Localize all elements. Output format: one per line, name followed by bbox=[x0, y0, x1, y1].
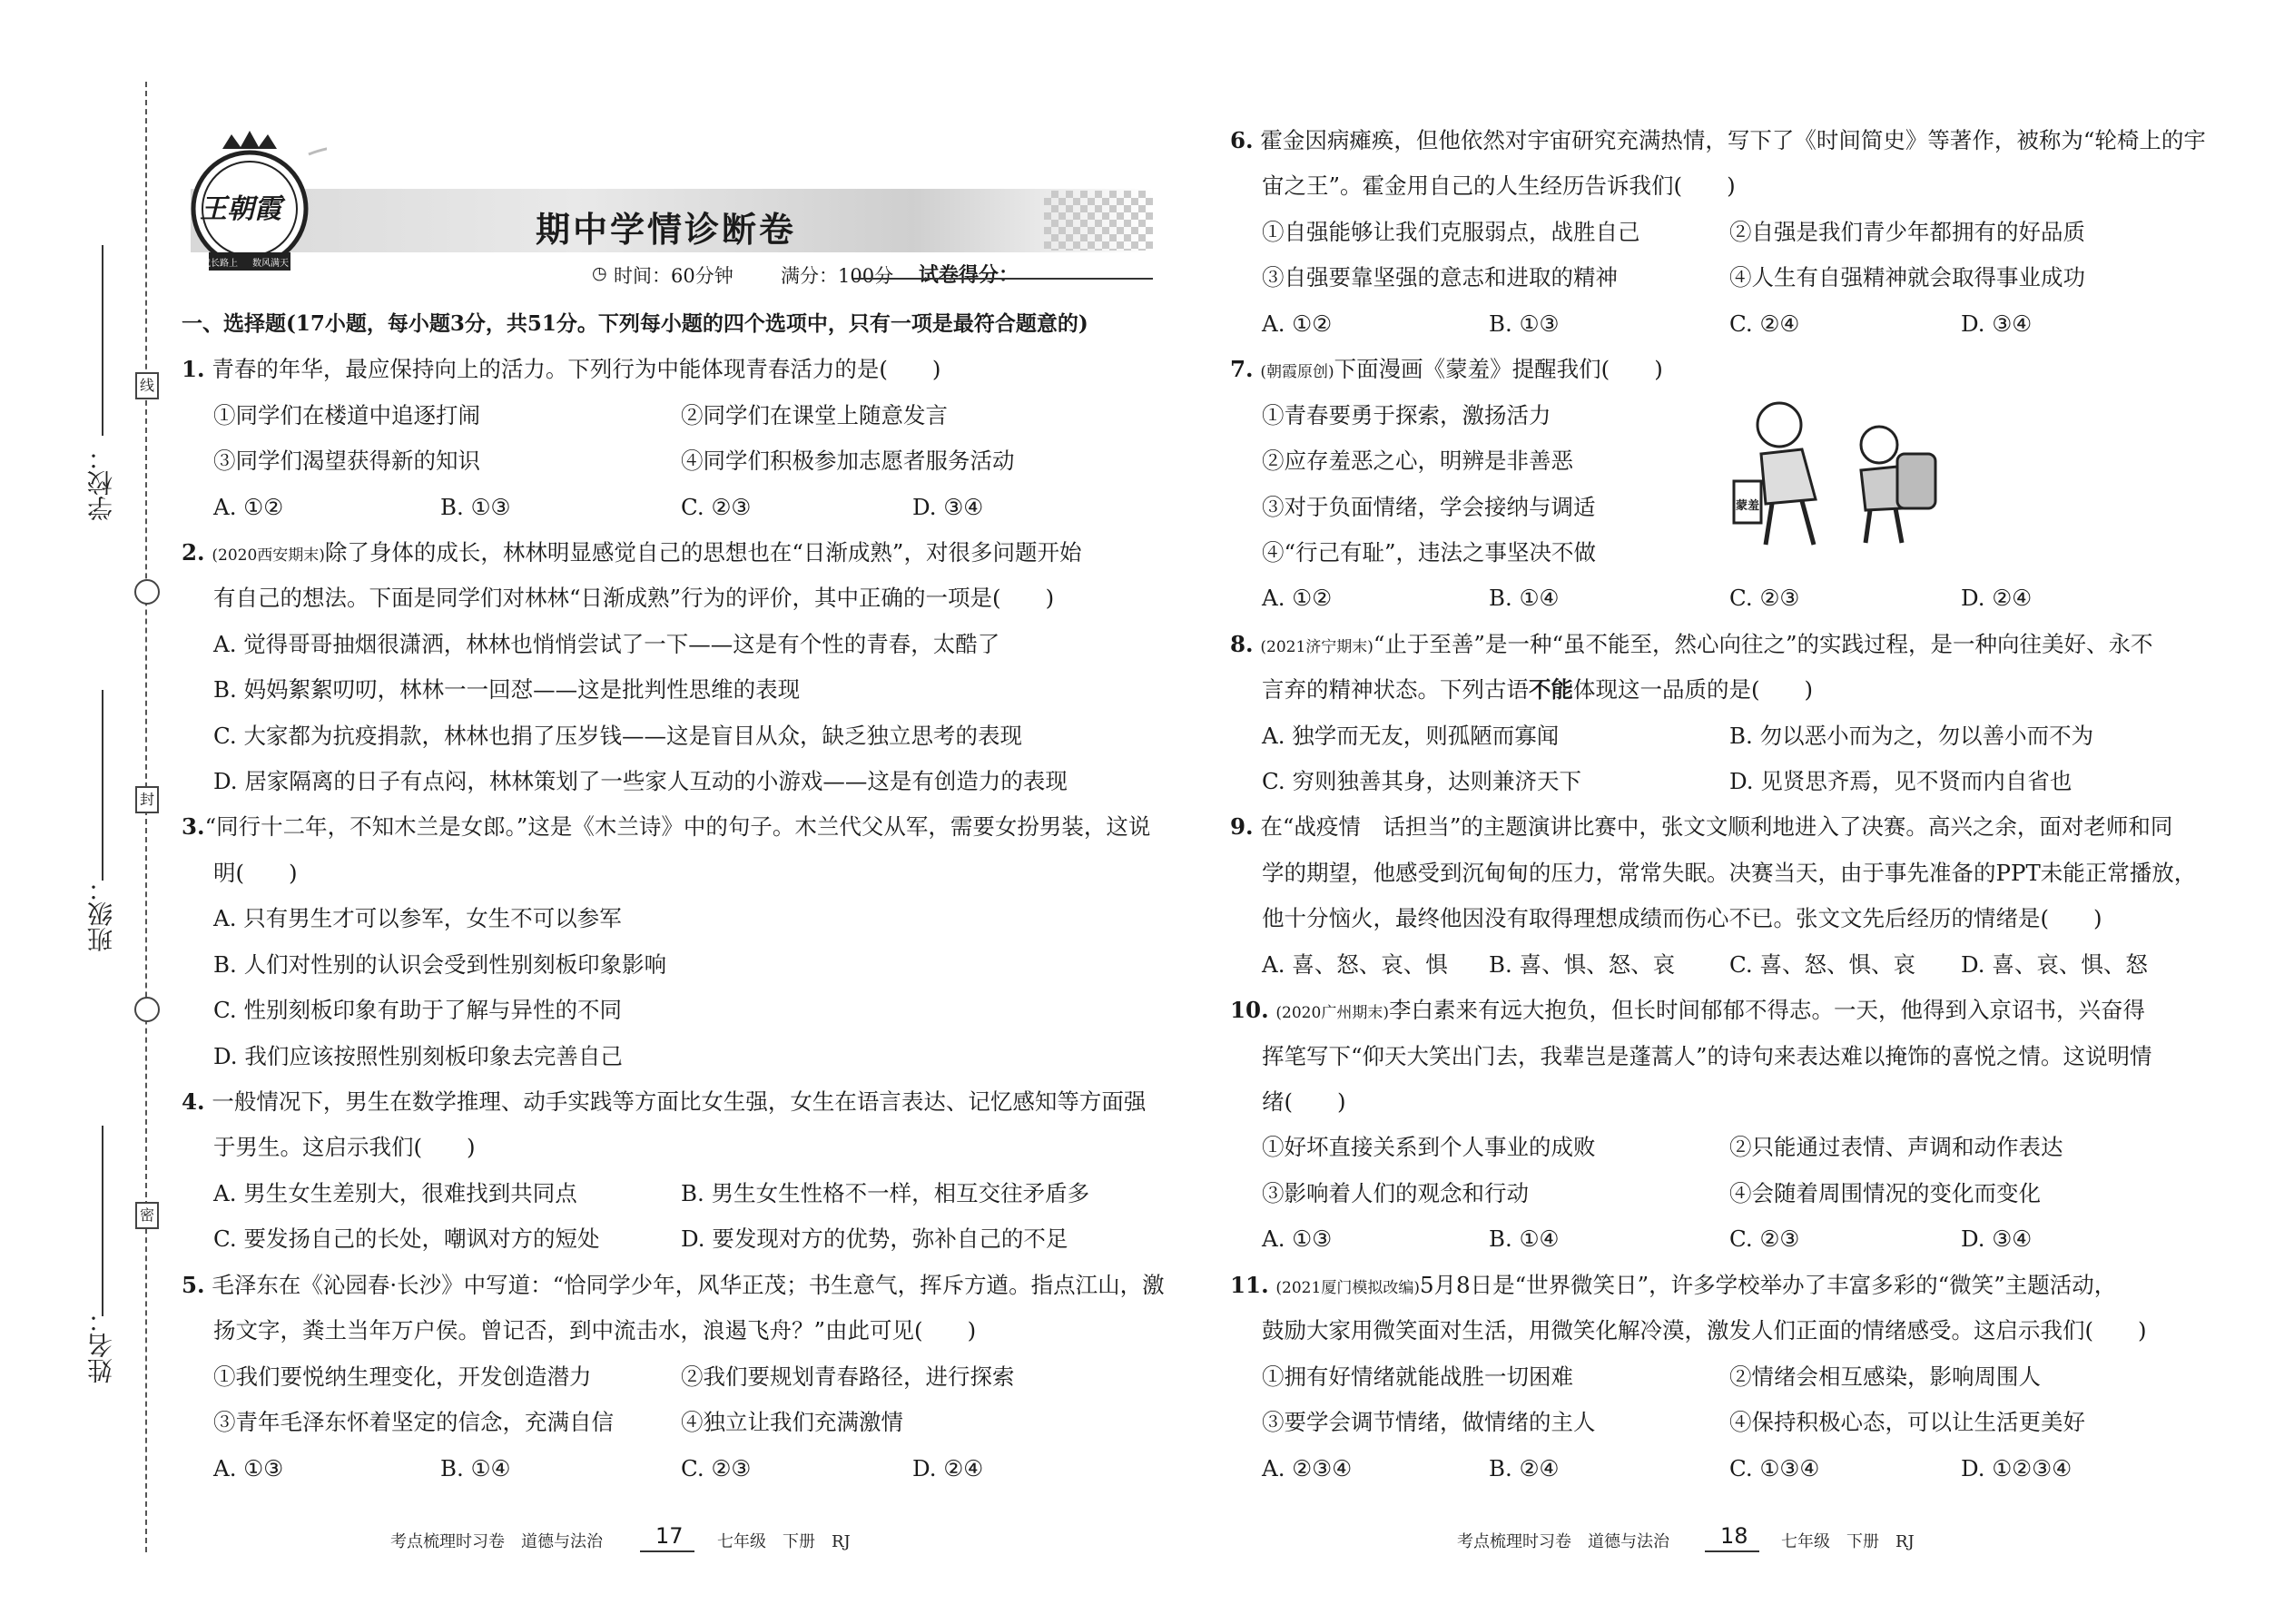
q6-option-c[interactable]: C. ②④ bbox=[1729, 310, 1800, 337]
q4-option-c[interactable]: C. 要发扬自己的长处，嘲讽对方的短处 bbox=[213, 1225, 600, 1252]
logo-banner-right: 数风满天 bbox=[252, 259, 289, 269]
title-band-pattern bbox=[1044, 191, 1153, 251]
logo-text: 王朝霞 bbox=[200, 193, 281, 225]
q2-option-c[interactable]: C. 大家都为抗疫捐款，林林也捐了压岁钱——这是盲目从众，缺乏独立思考的表现 bbox=[213, 723, 1022, 749]
footer-right-page-number: 18 bbox=[1720, 1523, 1748, 1549]
q11-statement-3: ③要学会调节情绪，做情绪的主人 bbox=[1262, 1409, 1596, 1435]
q5-option-b[interactable]: B. ①④ bbox=[440, 1455, 511, 1481]
question-9: 9. 在“战疫情 话担当”的主题演讲比赛中，张文文顺利地进入了决赛。高兴之余，面对老师和同 bbox=[1230, 813, 2173, 840]
question-6: 6. 霍金因病瘫痪，但他依然对宇宙研究充满热情，写下了《时间简史》等著作，被称为“轮椅上的宇 bbox=[1230, 127, 2206, 153]
q10-statement-2: ②只能通过表情、声调和动作表达 bbox=[1729, 1134, 2063, 1160]
q2-option-d[interactable]: D. 居家隔离的日子有点闷，林林策划了一些家人互动的小游戏——这是有创造力的表现 bbox=[213, 768, 1068, 794]
q10-statement-4: ④会随着周围情况的变化而变化 bbox=[1729, 1180, 2041, 1206]
q10-stem-line2: 挥笔写下“仰天大笑出门去，我辈岂是蓬蒿人”的诗句来表达难以掩饰的喜悦之情。这说明情 bbox=[1262, 1043, 2152, 1069]
q1-option-b[interactable]: B. ①③ bbox=[440, 494, 511, 520]
q9-option-b[interactable]: B. 喜、惧、怒、哀 bbox=[1489, 951, 1676, 978]
binding-hole-icon bbox=[134, 997, 160, 1022]
score-label: 试卷得分： bbox=[919, 263, 1019, 287]
binding-hole-icon bbox=[134, 579, 160, 605]
class-underline bbox=[102, 690, 103, 881]
q9-option-a[interactable]: A. 喜、怒、哀、惧 bbox=[1262, 951, 1448, 978]
binding-marker-feng: 封 bbox=[135, 786, 159, 813]
q7-statement-1: ①青春要勇于探索，激扬活力 bbox=[1262, 402, 1551, 428]
q4-option-d[interactable]: D. 要发现对方的优势，弥补自己的不足 bbox=[681, 1225, 1068, 1252]
question-7: 7. (朝霞原创)下面漫画《蒙羞》提醒我们( ) bbox=[1230, 356, 1663, 382]
q5-stem-line2: 扬文字，粪土当年万户侯。曾记否，到中流击水，浪遏飞舟？”由此可见( ) bbox=[213, 1317, 977, 1343]
question-4: 4. 一般情况下，男生在数学推理、动手实践等方面比女生强，女生在语言表达、记忆感知等方面强 bbox=[182, 1088, 1147, 1115]
q11-statement-1: ①拥有好情绪就能战胜一切困难 bbox=[1262, 1363, 1573, 1390]
q11-statement-2: ②情绪会相互感染，影响周围人 bbox=[1729, 1363, 2041, 1390]
q7-option-c[interactable]: C. ②③ bbox=[1729, 585, 1800, 611]
q6-statement-4: ④人生有自强精神就会取得事业成功 bbox=[1729, 264, 2085, 290]
q7-statement-3: ③对于负面情绪，学会接纳与调适 bbox=[1262, 494, 1596, 520]
q10-option-c[interactable]: C. ②③ bbox=[1729, 1225, 1800, 1252]
q3-option-a[interactable]: A. 只有男生才可以参军，女生不可以参军 bbox=[213, 905, 622, 931]
q8-emphasis: 不能 bbox=[1529, 676, 1573, 703]
q9-stem-line3: 他十分恼火，最终他因没有取得理想成绩而伤心不已。张文文先后经历的情绪是( ) bbox=[1262, 905, 2102, 931]
question-11: 11. (2021厦门模拟改编)5月8日是“世界微笑日”，许多学校举办了丰富多彩的“微笑”主题活动， bbox=[1230, 1272, 2117, 1298]
q7-option-a[interactable]: A. ①② bbox=[1262, 585, 1333, 611]
q3-option-b[interactable]: B. 人们对性别的认识会受到性别刻板印象影响 bbox=[213, 951, 667, 978]
q10-option-d[interactable]: D. ③④ bbox=[1961, 1225, 2033, 1252]
q8-option-c[interactable]: C. 穷则独善其身，达则兼济天下 bbox=[1262, 768, 1581, 794]
section-heading: 一、选择题(17小题，每小题3分，共51分。下列每小题的四个选项中，只有一项是最符合题意的) bbox=[182, 311, 1088, 336]
q1-option-a[interactable]: A. ①② bbox=[213, 494, 284, 520]
footer-right-series: 考点梳理时习卷 道德与法治 bbox=[1457, 1532, 1669, 1551]
q1-statement-4: ④同学们积极参加志愿者服务活动 bbox=[681, 448, 1015, 474]
q5-statement-4: ④独立让我们充满激情 bbox=[681, 1409, 903, 1435]
q6-option-a[interactable]: A. ①② bbox=[1262, 310, 1333, 337]
name-underline bbox=[102, 1126, 103, 1316]
q1-statement-1: ①同学们在楼道中追逐打闹 bbox=[213, 402, 480, 428]
page-title: 期中学情诊断卷 bbox=[536, 210, 797, 250]
q3-option-d[interactable]: D. 我们应该按照性别刻板印象去完善自己 bbox=[213, 1043, 623, 1069]
binding-marker-mi: 密 bbox=[135, 1202, 159, 1229]
q8-option-a[interactable]: A. 独学而无友，则孤陋而寡闻 bbox=[1262, 723, 1560, 749]
q2-option-b[interactable]: B. 妈妈絮絮叨叨，林林一一回怼——这是批判性思维的表现 bbox=[213, 676, 801, 703]
cartoon-image bbox=[1716, 390, 1961, 549]
school-label: 学校： bbox=[86, 445, 116, 521]
clock-icon: ◷ bbox=[592, 263, 607, 283]
footer-left-series: 考点梳理时习卷 道德与法治 bbox=[390, 1532, 603, 1551]
name-label: 姓名： bbox=[86, 1307, 116, 1383]
q2-option-a[interactable]: A. 觉得哥哥抽烟很潇洒，林林也悄悄尝试了一下——这是有个性的青春，太酷了 bbox=[213, 631, 1000, 657]
score-blank[interactable] bbox=[853, 278, 1153, 280]
cartoon-sign-text: 蒙羞 bbox=[1736, 499, 1760, 513]
q5-statement-3: ③青年毛泽东怀着坚定的信念，充满自信 bbox=[213, 1409, 614, 1435]
question-3: 3.“同行十二年，不知木兰是女郎。”这是《木兰诗》中的句子。木兰代父从军，需要女扮男装，这说 bbox=[182, 813, 1151, 840]
footer-left-page-number: 17 bbox=[655, 1523, 684, 1549]
q5-statement-1: ①我们要悦纳生理变化，开发创造潜力 bbox=[213, 1363, 592, 1390]
q9-stem-line2: 学的期望，他感受到沉甸甸的压力，常常失眠。决赛当天，由于事先准备的PPT未能正常播放， bbox=[1262, 860, 2197, 886]
q1-statement-3: ③同学们渴望获得新的知识 bbox=[213, 448, 480, 474]
question-2: 2. (2020西安期末)除了身体的成长，林林明显感觉自己的思想也在“日渐成熟”，对很多问题开始 bbox=[182, 539, 1082, 566]
q3-stem-line2: 明( ) bbox=[213, 860, 298, 886]
q10-option-a[interactable]: A. ①③ bbox=[1262, 1225, 1333, 1252]
q6-statement-3: ③自强要靠坚强的意志和进取的精神 bbox=[1262, 264, 1618, 290]
q9-option-c[interactable]: C. 喜、怒、惧、哀 bbox=[1729, 951, 1915, 978]
footer-right-grade: 七年级 下册 RJ bbox=[1781, 1532, 1915, 1551]
q8-stem-line2: 言弃的精神状态。下列古语不能体现这一品质的是( ) bbox=[1262, 676, 1814, 703]
binding-marker-xian: 线 bbox=[135, 372, 159, 399]
q4-option-b[interactable]: B. 男生女生性格不一样，相互交往矛盾多 bbox=[681, 1180, 1090, 1206]
q4-option-a[interactable]: A. 男生女生差别大，很难找到共同点 bbox=[213, 1180, 577, 1206]
footer-left-grade: 七年级 下册 RJ bbox=[717, 1532, 851, 1551]
q4-stem-line2: 于男生。这启示我们( ) bbox=[213, 1134, 476, 1160]
q5-option-d[interactable]: D. ②④ bbox=[912, 1455, 984, 1481]
q6-option-b[interactable]: B. ①③ bbox=[1489, 310, 1560, 337]
q2-stem-line2: 有自己的想法。下面是同学们对林林“日渐成熟”行为的评价，其中正确的一项是( ) bbox=[213, 585, 1055, 611]
q11-statement-4: ④保持积极心态，可以让生活更美好 bbox=[1729, 1409, 2085, 1435]
q10-stem-line3: 绪( ) bbox=[1262, 1088, 1346, 1115]
q11-stem-line2: 鼓励大家用微笑面对生活，用微笑化解冷漠，激发人们正面的情绪感受。这启示我们( ) bbox=[1262, 1317, 2147, 1343]
binding-line bbox=[145, 82, 147, 1552]
school-underline bbox=[102, 245, 103, 436]
q11-option-a[interactable]: A. ②③④ bbox=[1262, 1455, 1353, 1481]
q3-option-c[interactable]: C. 性别刻板印象有助于了解与异性的不同 bbox=[213, 997, 622, 1023]
q6-stem-line2: 宙之王”。霍金用自己的人生经历告诉我们( ) bbox=[1262, 172, 1736, 199]
q1-option-d[interactable]: D. ③④ bbox=[912, 494, 984, 520]
q7-statement-2: ②应存羞恶之心，明辨是非善恶 bbox=[1262, 448, 1573, 474]
q10-statement-3: ③影响着人们的观念和行动 bbox=[1262, 1180, 1529, 1206]
q11-option-c[interactable]: C. ①③④ bbox=[1729, 1455, 1820, 1481]
q1-option-c[interactable]: C. ②③ bbox=[681, 494, 752, 520]
q6-statement-2: ②自强是我们青少年都拥有的好品质 bbox=[1729, 219, 2085, 245]
q10-statement-1: ①好坏直接关系到个人事业的成败 bbox=[1262, 1134, 1596, 1160]
question-5: 5. 毛泽东在《沁园春·长沙》中写道：“恰同学少年，风华正茂；书生意气，挥斥方遒。指点江山，激 bbox=[182, 1272, 1165, 1298]
q6-option-d[interactable]: D. ③④ bbox=[1961, 310, 2033, 337]
q10-option-b[interactable]: B. ①④ bbox=[1489, 1225, 1560, 1252]
q11-option-b[interactable]: B. ②④ bbox=[1489, 1455, 1560, 1481]
q5-option-c[interactable]: C. ②③ bbox=[681, 1455, 752, 1481]
q8-option-d[interactable]: D. 见贤思齐焉，见不贤而内自省也 bbox=[1729, 768, 2072, 794]
exam-time: 时间：60分钟 bbox=[614, 265, 733, 287]
logo-banner-left: 成长路上 bbox=[202, 259, 238, 269]
q5-statement-2: ②我们要规划青春路径，进行探索 bbox=[681, 1363, 1015, 1390]
question-8: 8. (2021济宁期末)“止于至善”是一种“虽不能至，然心向往之”的实践过程，是一种向往美好、永不 bbox=[1230, 631, 2153, 657]
q7-option-b[interactable]: B. ①④ bbox=[1489, 585, 1560, 611]
class-label: 班级： bbox=[86, 876, 116, 952]
full-score: 满分：100分 bbox=[781, 265, 894, 287]
q7-option-d[interactable]: D. ②④ bbox=[1961, 585, 2033, 611]
q8-option-b[interactable]: B. 勿以恶小而为之，勿以善小而不为 bbox=[1729, 723, 2094, 749]
q1-statement-2: ②同学们在课堂上随意发言 bbox=[681, 402, 948, 428]
q11-option-d[interactable]: D. ①②③④ bbox=[1961, 1455, 2072, 1481]
q7-statement-4: ④“行己有耻”，违法之事坚决不做 bbox=[1262, 539, 1597, 566]
question-1: 1. 青春的年华，最应保持向上的活力。下列行为中能体现青春活力的是( ) bbox=[182, 356, 941, 382]
q5-option-a[interactable]: A. ①③ bbox=[213, 1455, 284, 1481]
question-10: 10. (2020广州期末)李白素来有远大抱负，但长时间郁郁不得志。一天，他得到入京诏书，兴奋得 bbox=[1230, 997, 2145, 1023]
q9-option-d[interactable]: D. 喜、哀、惧、怒 bbox=[1961, 951, 2148, 978]
q6-statement-1: ①自强能够让我们克服弱点，战胜自己 bbox=[1262, 219, 1640, 245]
